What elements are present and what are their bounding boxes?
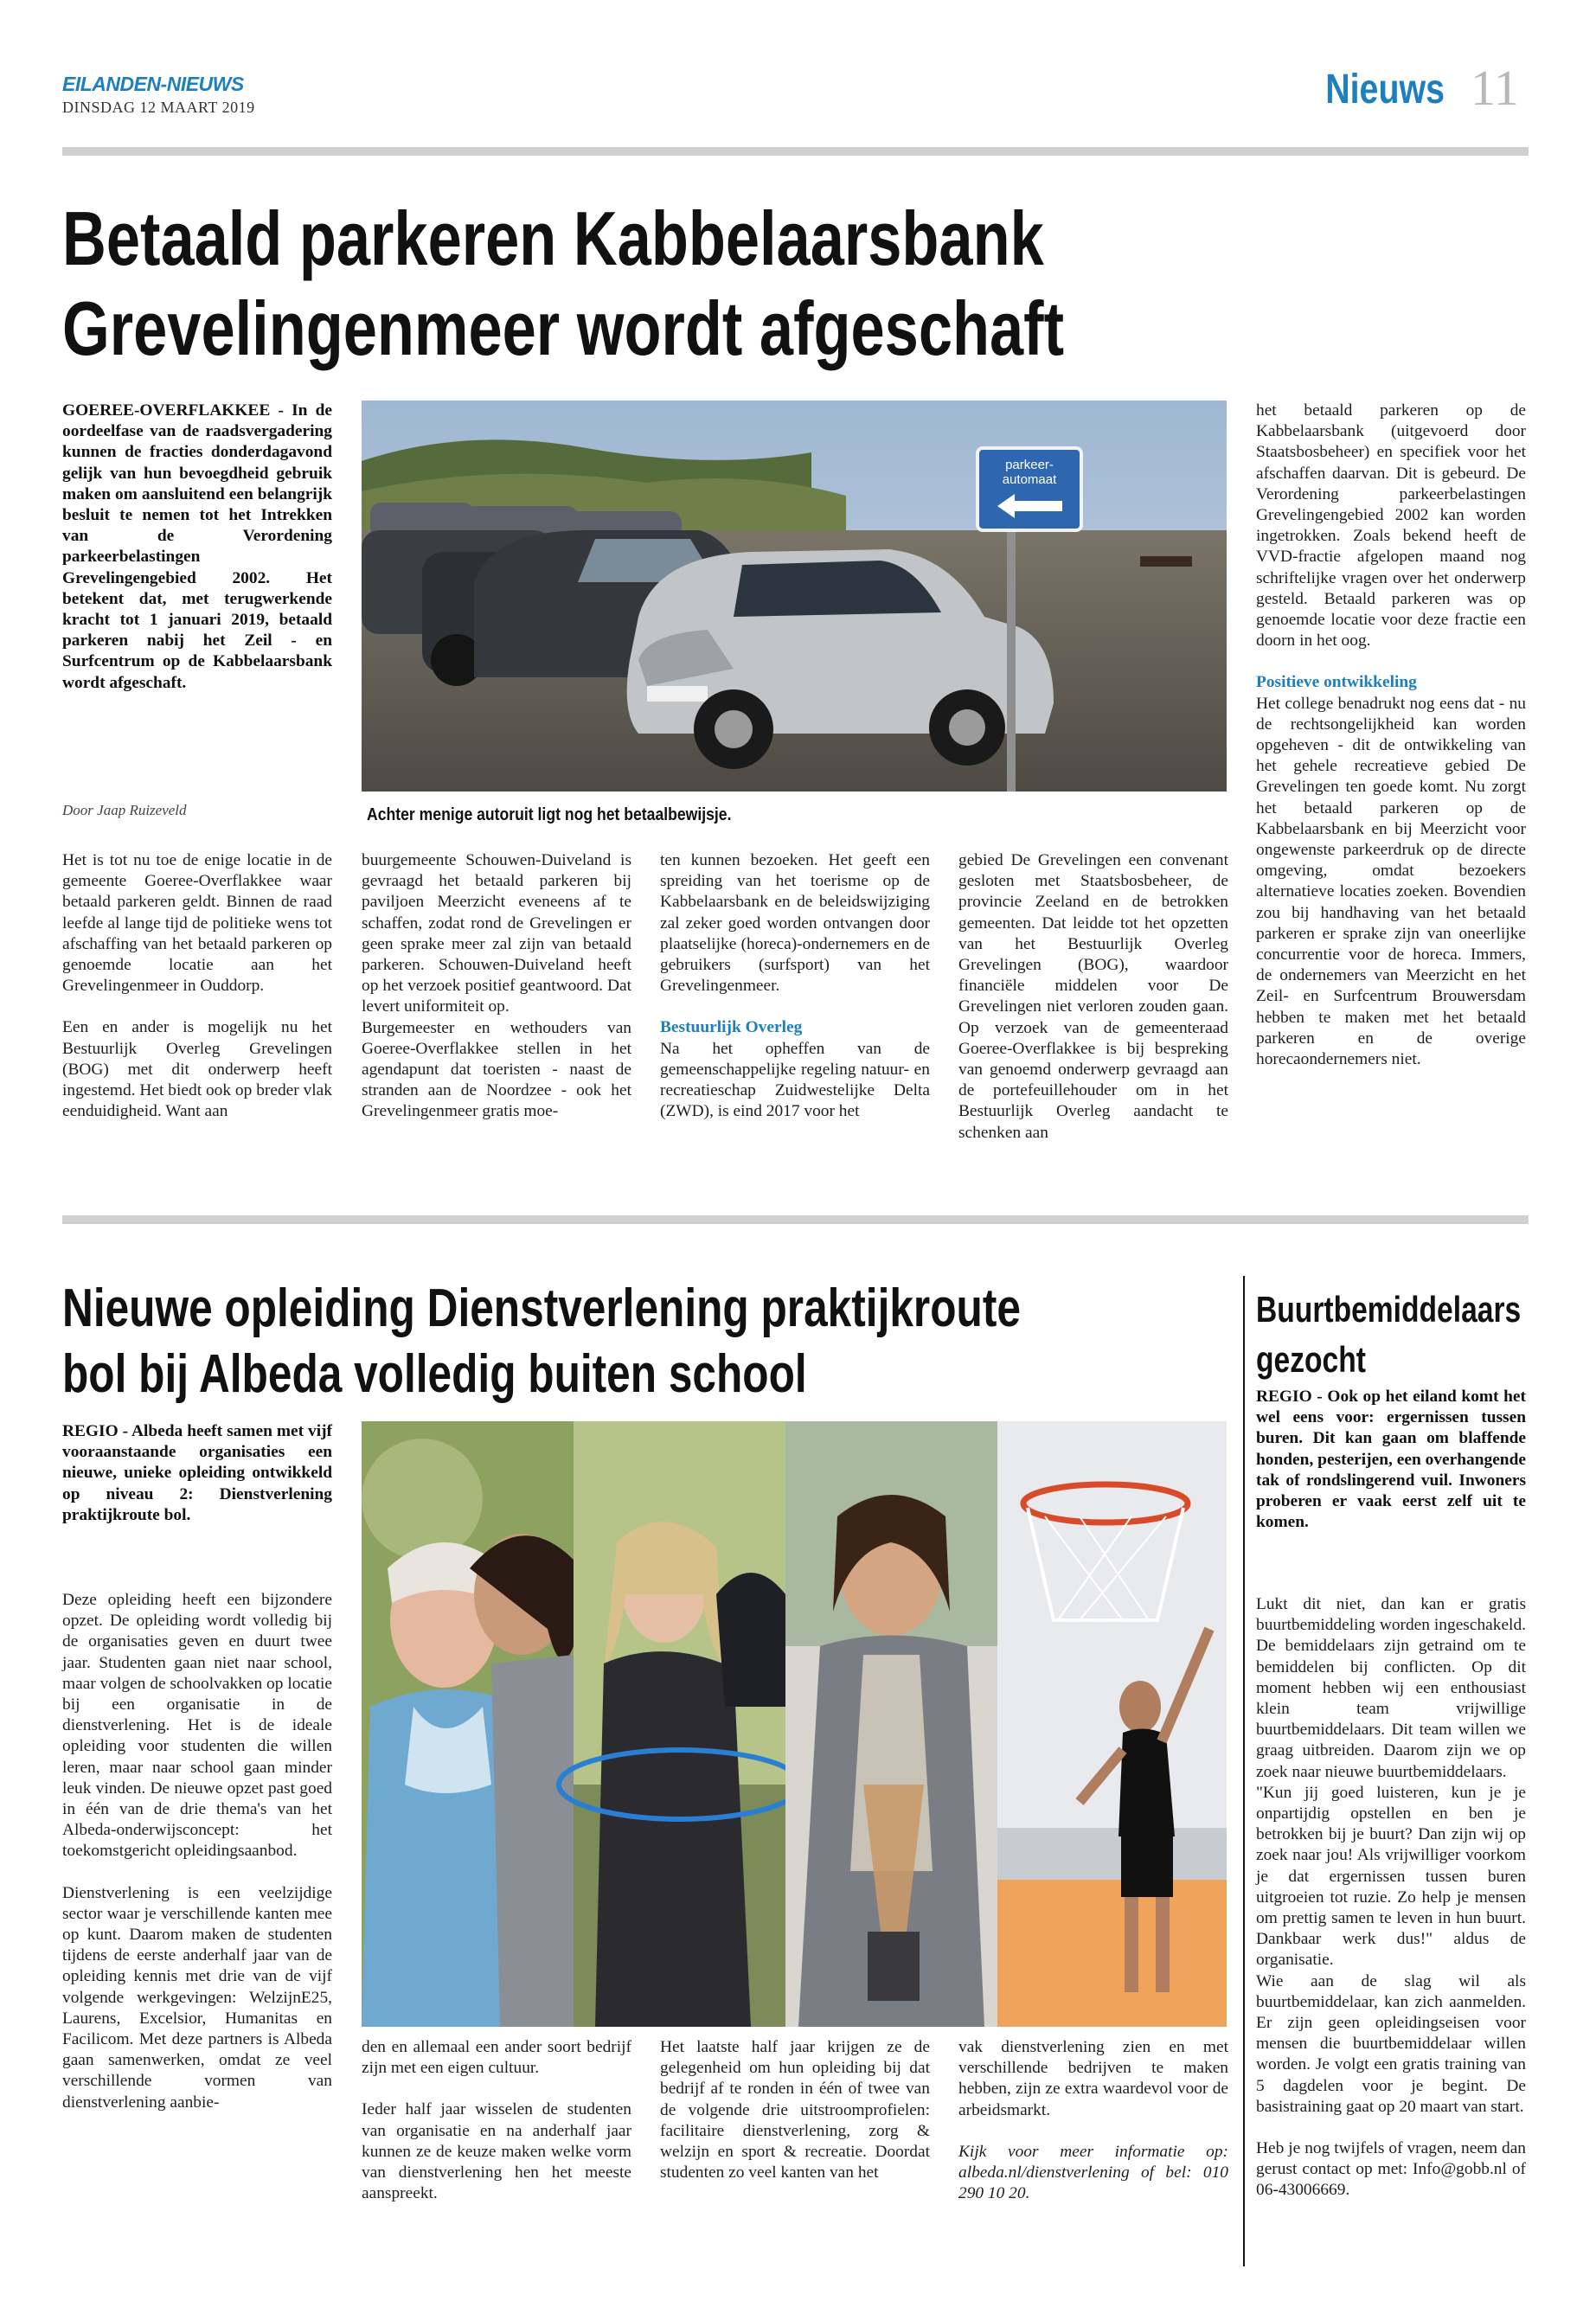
article2-col3: Het laatste half jaar krijgen ze de gelegenheid om hun opleiding bij dat bedrijf af te ronden in één of twee van de volgende drie uitstroomprofielen: facilitaire dienstverlening, zorg & welzijn en sport & recreatie. Doordat studenten zo veel kanten van het (660, 2038, 930, 2182)
article2-headline: Nieuwe opleiding Dienstverlening praktijkroute bol bij Albeda volledig buiten school (62, 1279, 1021, 1404)
middle-rule (62, 1215, 1529, 1224)
sidebar-rule (1243, 1276, 1245, 2266)
article1-col3: ten kunnen bezoeken. Het geeft een spreiding van het toerisme op de Kabbelaarsbank en de beleidswijziging zal zeker goed worden ontvangen door plaatselijke (horeca)-ondernemers en de gebruikers (surfsport) van het Grevelingenmeer. Bestuurlijk Overleg Na het opheffen van de gemeenschappelijke regeling natuur- en recreatieschap Zuidwestelijke Delta (ZWD), is eind 2017 voor het (660, 851, 930, 1121)
article2-col4: vak dienstverlening zien en met verschillende bedrijven te maken hebben, zijn ze extra waardevol voor de arbeidsmarkt. Kijk voor meer informatie op: albeda.nl/dienstverlening of bel: 010 290 10 20. (958, 2037, 1228, 2225)
albeda-photo-collage (362, 1421, 1227, 2027)
photo-caption: Achter menige autoruit ligt nog het betaalbewijsje. (367, 805, 732, 824)
article3-body: Lukt dit niet, dan kan er gratis buurtbemiddeling worden ingeschakeld. De bemiddelaars zijn getraind om te bemiddelen bij conflicten. Op dit moment hebben wij een enthousiast klein team vrijwillige buurtbemiddelaars. Dit team willen we graag uitbreiden. Daarom zijn we op zoek naar nieuwe buurtbemiddelaars. "Kun jij goed luisteren, kun je je onpartijdig opstellen en ben je betrokken bij je buurt? Dan zijn wij op zoek naar jou! Als vrijwilliger voorkom je dat ergernissen tussen buren uitgroeien tot ruzie. Zo help je mensen om prettig samen te leven in hun buurt. Dankbaar werk dus!" aldus de organisatie. Wie aan de slag wil als buurtbemiddelaar, kan zich aanmelden. Er zijn geen opleidingseisen voor mensen die buurtbemiddelaar willen worden. Je volgt een gratis training van 5 dagdelen voor je begint. De basistraining gaat op 20 maart van start. Heb je nog twijfels of vragen, neem dan gerust contact op met: Info@gobb.nl of 06-43006669. (1256, 1595, 1526, 2200)
subheading-positieve-ontwikkeling: Positieve ontwikkeling (1256, 673, 1417, 692)
article3-lead: REGIO - Ook op het eiland komt het wel eens voor: ergernissen tussen buren. Dit kan gaan om blaffende honden, pesterijen, een overhangende tak of rondslingerend vuil. Inwoners proberen er vaak eerst zelf uit te komen. (1256, 1388, 1526, 1532)
sign-text-line1: parkeer- (1005, 458, 1054, 472)
top-rule (62, 147, 1529, 156)
masthead-logo: EILANDEN-NIEUWS (62, 73, 244, 95)
article1-lead: GOEREE-OVERFLAKKEE - In de oordeelfase van de raadsvergadering kunnen de fracties donderdagavond gelijk van hun bevoegdheid gebruik maken om aansluitend een belangrijk besluit te nemen tot het Intrekken van de Verordening parkeerbelastingen Grevelingengebied 2002. Het betekent dat, met terugwerkende kracht tot 1 januari 2019, betaald parkeren nabij het Zeil - en Surfcentrum op de Kabbelaarsbank wordt afgeschaft. (62, 401, 332, 692)
article1-col2: buurgemeente Schouwen-Duiveland is gevraagd het betaald parkeren bij paviljoen Meerzicht eveneens af te schaffen, zodat rond de Grevelingen er geen sprake meer zal zijn van betaald parkeren. Schouwen-Duiveland heeft op het verzoek positief geantwoord. Dat levert uniformiteit op. Burgemeester en wethouders van Goeree-Overflakkee stellen in het agendapunt dat toeristen - naast de stranden aan de Noordzee - ook het Grevelingenmeer gratis moe- (362, 851, 631, 1121)
article1-col1: Het is tot nu toe de enige locatie in de gemeente Goeree-Overflakkee waar betaald parkeren geldt. Binnen de raad leefde al lange tijd de politieke wens tot afschaffing van het betaald parkeren op genoemde locatie aan het Grevelingenmeer in Ouddorp. Een en ander is mogelijk nu het Bestuurlijk Overleg Grevelingen (BOG) met dit onderwerp heeft ingestemd. Het biedt ook op breder vlak eenduidigheid. Want aan (62, 851, 332, 1121)
article1-col5: het betaald parkeren op de Kabbelaarsbank (uitgevoerd door Staatsbosbeheer) en specifiek voor het afschaffen daarvan. Dit is gebeurd. De Verordening parkeerbelastingen Grevelingengebied 2002 kan worden ingetrokken. Zoals bekend heeft de VVD-fractie afgelopen maand nog schriftelijke vragen over het onderwerp gesteld. Betaald parkeren was op genoemde locatie voor deze fractie een doorn in het oog. Positieve ontwikkeling Het college benadrukt nog eens dat - nu de rechtsongelijkheid kan worden opgeheven - dit de ontwikkeling van het gehele recreatieve gebied De Grevelingen ten goede komt. Nu zorgt het betaald parkeren op de Kabbelaarsbank en bij Meerzicht voor ongewenste parkeerdruk op de directe omgeving, omdat bezoekers alternatieve locaties zoeken. Bovendien zou bij handhaving van het betaald parkeren er sprake zijn van oneerlijke concurrentie voor de horeca. Immers, de ondernemers van Meerzicht en het Zeil- en Surfcentrum Brouwersdam hebben te maken met het betaald parkeren en de overige horecaondernemers niet. (1256, 401, 1526, 1069)
article1-headline: Betaald parkeren Kabbelaarsbank Grevelingenmeer wordt afgeschaft (62, 195, 1065, 371)
section-label: Nieuws (1325, 67, 1445, 112)
subheading-bestuurlijk-overleg: Bestuurlijk Overleg (660, 1018, 803, 1037)
albeda-contact: Kijk voor meer informatie op: albeda.nl/dienstverlening of bel: 010 290 10 20. (958, 2142, 1228, 2203)
sign-text-line2: automaat (1002, 472, 1057, 487)
article3-headline: Buurtbemiddelaars gezocht (1256, 1289, 1522, 1380)
article2-col1: Deze opleiding heeft een bijzondere opzet. De opleiding wordt volledig bij de organisaties geven en duurt twee jaar. Studenten gaan niet naar school, maar volgen de schoolvakken op locatie bij een organisatie in de dienstverlening. Het is de ideale opleiding voor studenten die willen leren, maar naar school gaan minder leuk vinden. De nieuwe opzet past goed in één van de drie thema's van het Albeda-onderwijsconcept: het toekomstgericht opleidingsaanbod. Dienstverlening is een veelzijdige sector waar je verschillende kanten mee op kunt. Daarom maken de studenten tijdens de eerste anderhalf jaar van de opleiding kennis met drie van de vijf volgende werkgevingen: WelzijnE25, Laurens, Excelsior, Humanitas en Facilicom. Met deze partners is Albeda gaan samenwerken, omdat ze veel verschillende vormen van dienstverlening aanbie- (62, 1591, 332, 2112)
parking-photo (362, 401, 1227, 792)
masthead-date: DINSDAG 12 MAART 2019 (62, 99, 255, 116)
article1-col4: gebied De Grevelingen een convenant gesloten met Staatsbosbeheer, de provincie Zeeland en de betrokken gemeenten. Dat leidde tot het opzetten van het Bestuurlijk Overleg Grevelingen (BOG), waardoor financiële middelen voor De Grevelingen niet verloren zouden gaan. Op verzoek van de gemeenteraad Goeree-Overflakkee is bij bespreking van genoemd onderwerp gevraagd aan de portefeuillehouder om in het Bestuurlijk Overleg aandacht te schenken aan (958, 851, 1228, 1142)
page-number: 11 (1471, 60, 1519, 116)
article2-col2: den en allemaal een ander soort bedrijf zijn met een eigen cultuur. Ieder half jaar wisselen de studenten van organisatie en na anderhalf jaar kunnen ze de keuze maken welke vorm van dienstverlening hen het meeste aanspreekt. (362, 2038, 631, 2203)
article1-byline: Door Jaap Ruizeveld (62, 802, 187, 818)
article2-lead: REGIO - Albeda heeft samen met vijf vooraanstaande organisaties een nieuwe, unieke opleiding ontwikkeld op niveau 2: Dienstverlening praktijkroute bol. (62, 1422, 332, 1524)
